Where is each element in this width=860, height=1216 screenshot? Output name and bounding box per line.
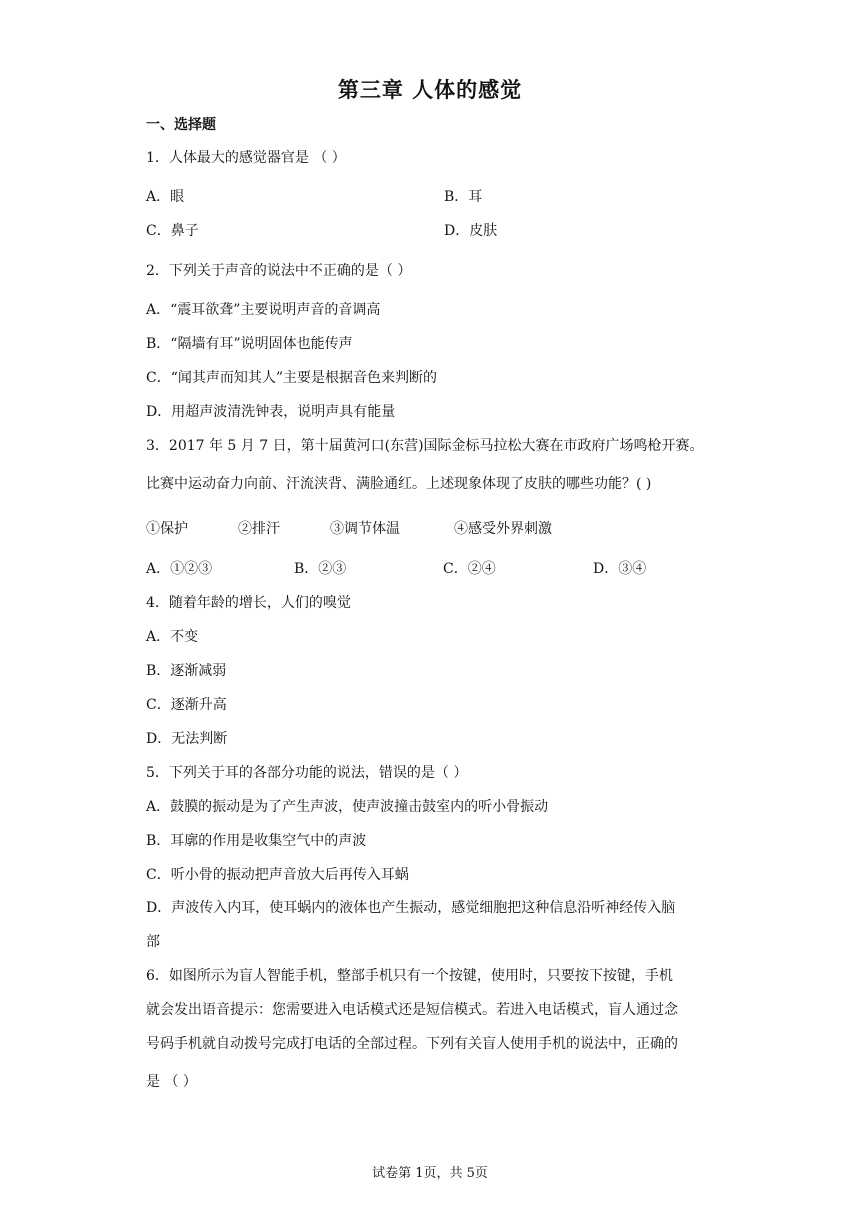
question-5-option-b: B．耳廓的作用是收集空气中的声波 <box>146 833 367 849</box>
section-heading: 一、选择题 <box>146 117 216 133</box>
question-4-option-d: D．无法判断 <box>146 731 228 747</box>
question-5-option-a: A．鼓膜的振动是为了产生声波，使声波撞击鼓室内的听小骨振动 <box>146 799 549 815</box>
question-4-option-b: B．逐渐减弱 <box>146 663 227 679</box>
question-2-option-d: D．用超声波清洗钟表，说明声具有能量 <box>146 404 396 420</box>
question-4-option-a: A．不变 <box>146 629 199 645</box>
question-5-stem: 5．下列关于耳的各部分功能的说法，错误的是（ ） <box>146 765 468 781</box>
question-1-stem: 1．人体最大的感觉器官是 （ ） <box>146 150 346 166</box>
question-6-stem-line-3: 号码手机就自动拨号完成打电话的全部过程。下列有关盲人使用手机的说法中，正确的 <box>146 1036 678 1052</box>
question-5-option-c: C．听小骨的振动把声音放大后再传入耳蜗 <box>146 867 409 883</box>
question-2-option-c: C．“闻其声而知其人”主要是根据音色来判断的 <box>146 370 438 386</box>
question-3-choice-3: ③调节体温 <box>330 521 400 537</box>
question-5-option-d: D．声波传入内耳，使耳蜗内的液体也产生振动，感觉细胞把这种信息沿听神经传入脑 <box>146 900 676 916</box>
question-3-choice-1: ①保护 <box>146 521 188 537</box>
question-3-option-d: D．③④ <box>593 561 647 577</box>
question-2-option-a: A．“震耳欲聋”主要说明声音的音调高 <box>146 302 381 318</box>
question-1-option-d: D．皮肤 <box>444 223 498 239</box>
question-6-stem-line-4: 是 （ ） <box>146 1074 197 1090</box>
page-title: 第三章 人体的感觉 <box>337 78 523 102</box>
question-6-stem-line-2: 就会发出语音提示：您需要进入电话模式还是短信模式。若进入电话模式，盲人通过念 <box>146 1002 678 1018</box>
question-3-option-a: A．①②③ <box>146 561 213 577</box>
question-6-stem-line-1: 6．如图所示为盲人智能手机，整部手机只有一个按键，使用时，只要按下按键，手机 <box>146 968 673 984</box>
page-footer: 试卷第 1页，共 5页 <box>372 1166 488 1181</box>
question-3-stem-line-1: 3．2017 年 5 月 7 日，第十届黄河口(东营)国际金标马拉松大赛在市政府广场鸣枪开赛。 <box>146 438 704 454</box>
question-2-option-b: B．“隔墙有耳”说明固体也能传声 <box>146 336 353 352</box>
question-1-option-b: B．耳 <box>444 189 483 205</box>
question-3-choice-2: ②排汗 <box>238 521 280 537</box>
question-4-option-c: C．逐渐升高 <box>146 697 227 713</box>
question-5-option-d-continuation: 部 <box>146 934 160 950</box>
question-3-option-c: C．②④ <box>443 561 496 577</box>
question-2-stem: 2．下列关于声音的说法中不正确的是（ ） <box>146 263 412 279</box>
question-1-option-c: C．鼻子 <box>146 223 199 239</box>
question-3-option-b: B．②③ <box>294 561 347 577</box>
question-1-option-a: A．眼 <box>146 189 185 205</box>
question-4-stem: 4．随着年龄的增长，人们的嗅觉 <box>146 595 351 611</box>
question-3-stem-line-2: 比赛中运动奋力向前、汗流浃背、满脸通红。上述现象体现了皮肤的哪些功能？( ) <box>146 476 652 492</box>
question-3-choice-4: ④感受外界刺激 <box>454 521 552 537</box>
